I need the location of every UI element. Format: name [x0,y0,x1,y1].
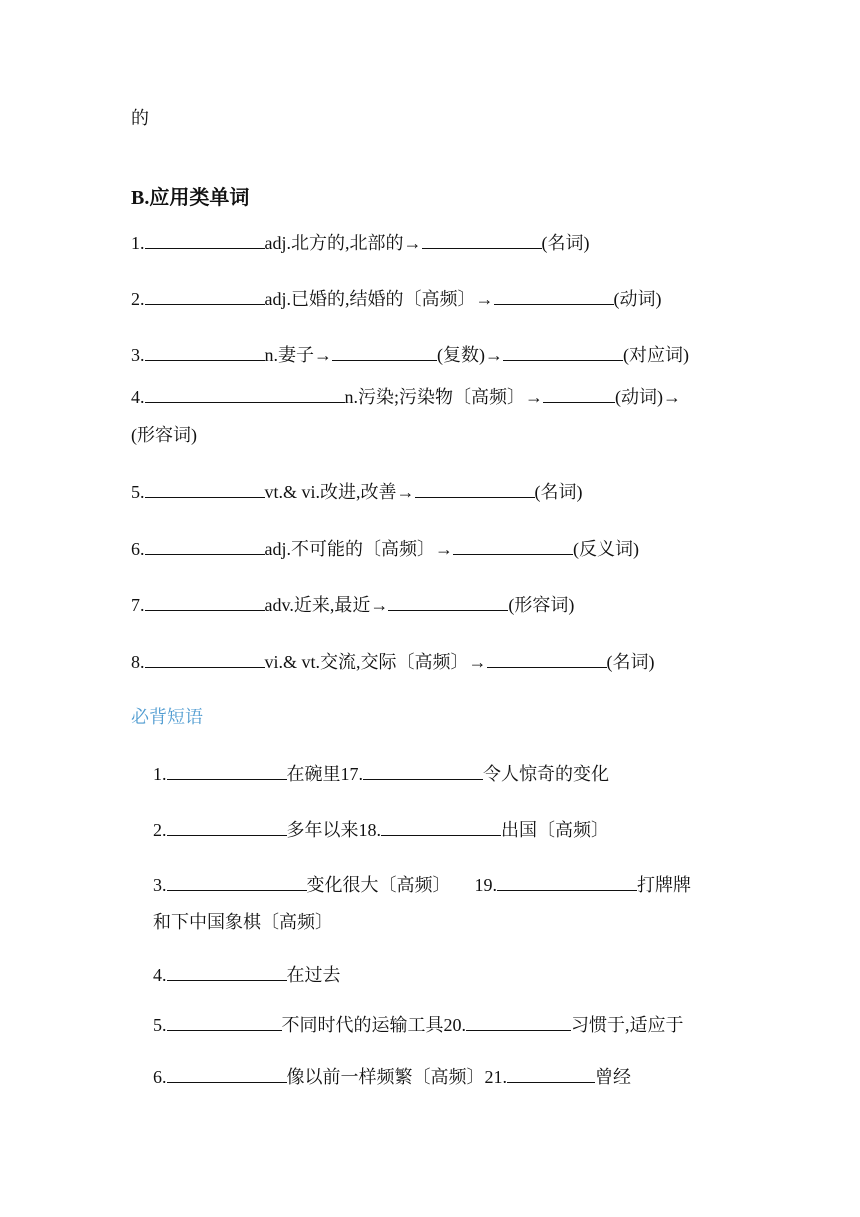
phrase-text: 多年以来18. [286,820,381,840]
answer-blank[interactable] [167,962,287,981]
answer-blank[interactable] [167,817,287,836]
answer-blank[interactable] [415,479,535,498]
vocab-item-8 [131,649,655,674]
item-number: 1. [131,233,145,253]
item-definition: adj.已婚的,结婚的〔高频〕→ [264,289,494,309]
vocab-item-4-continued: (形容词) [131,425,197,445]
item-number: 5. [131,482,145,502]
phrase-item-5 [153,1012,684,1037]
item-hint: (复数)→ [437,345,503,365]
phrase-text: 变化很大〔高频〕 [306,875,451,895]
item-definition: adj.北方的,北部的→ [264,233,422,253]
answer-blank[interactable] [167,1064,287,1083]
answer-blank[interactable] [422,230,542,249]
item-definition: adv.近来,最近→ [264,595,389,615]
item-hint: (形容词) [508,595,575,615]
item-number: 4. [153,965,167,985]
phrase-item-3 [153,872,691,897]
answer-blank[interactable] [543,384,615,403]
answer-blank[interactable] [145,592,265,611]
item-definition: n.妻子→ [264,345,332,365]
phrase-text: 曾经 [595,1067,631,1087]
phrase-item-2 [153,817,609,842]
item-hint: (名词) [534,482,583,502]
item-hint: (动词)→ [615,387,682,407]
phrase-item-4 [153,962,341,987]
answer-blank[interactable] [145,384,345,403]
item-number: 3. [131,345,145,365]
vocab-item-3 [131,342,689,367]
vocab-item-7 [131,592,574,617]
answer-blank[interactable] [381,817,501,836]
item-number: 2. [153,820,167,840]
answer-blank[interactable] [145,230,265,249]
answer-blank[interactable] [145,342,265,361]
item-number: 7. [131,595,145,615]
vocab-item-1 [131,230,590,255]
answer-blank[interactable] [167,872,307,891]
answer-blank[interactable] [466,1012,571,1031]
answer-blank[interactable] [507,1064,595,1083]
item-number: 1. [153,764,167,784]
answer-blank[interactable] [497,872,637,891]
answer-blank[interactable] [145,536,265,555]
top-fragment: 的 [131,108,149,128]
vocab-item-5 [131,479,583,504]
answer-blank[interactable] [167,1012,282,1031]
item-number: 2. [131,289,145,309]
item-definition: n.污染;污染物〔高频〕→ [344,387,544,407]
phrase-text: 在过去 [286,965,341,985]
item-number: 8. [131,652,145,672]
item-hint: (反义词) [573,539,639,559]
section-b-heading: B.应用类单词 [131,187,250,209]
phrase-text: 出国〔高频〕 [501,820,609,840]
phrase-text: 习惯于,适应于 [571,1015,684,1035]
item-definition: vi.& vt.交流,交际〔高频〕→ [264,652,487,672]
phrase-text: 在碗里17. [286,764,363,784]
item-definition: adj.不可能的〔高频〕→ [264,539,453,559]
item-number: 3. [153,875,167,895]
phrase-text: 令人惊奇的变化 [483,764,609,784]
phrase-text: 不同时代的运输工具20. [281,1015,466,1035]
item-definition: vt.& vi.改进,改善→ [264,482,415,502]
item-hint: (动词) [613,289,662,309]
answer-blank[interactable] [332,342,437,361]
vocab-item-4 [131,384,681,409]
vocab-item-2 [131,286,662,311]
answer-blank[interactable] [453,536,573,555]
phrases-heading: 必背短语 [131,707,203,728]
answer-blank[interactable] [167,761,287,780]
item-hint: (对应词) [623,345,689,365]
item-number: 19. [474,875,497,895]
answer-blank[interactable] [145,479,265,498]
phrase-item-6 [153,1064,631,1089]
answer-blank[interactable] [388,592,508,611]
answer-blank[interactable] [145,649,265,668]
answer-blank[interactable] [145,286,265,305]
item-number: 5. [153,1015,167,1035]
phrase-text: 像以前一样频繁〔高频〕21. [286,1067,507,1087]
item-number: 4. [131,387,145,407]
item-number: 6. [131,539,145,559]
answer-blank[interactable] [503,342,623,361]
item-hint: (名词) [606,652,655,672]
vocab-item-6 [131,536,639,561]
answer-blank[interactable] [363,761,483,780]
answer-blank[interactable] [487,649,607,668]
item-number: 6. [153,1067,167,1087]
phrase-text: 打牌牌 [637,875,691,895]
phrase-item-1 [153,761,609,786]
phrase-item-3-continued: 和下中国象棋〔高频〕 [153,912,333,932]
answer-blank[interactable] [494,286,614,305]
item-hint: (名词) [541,233,590,253]
